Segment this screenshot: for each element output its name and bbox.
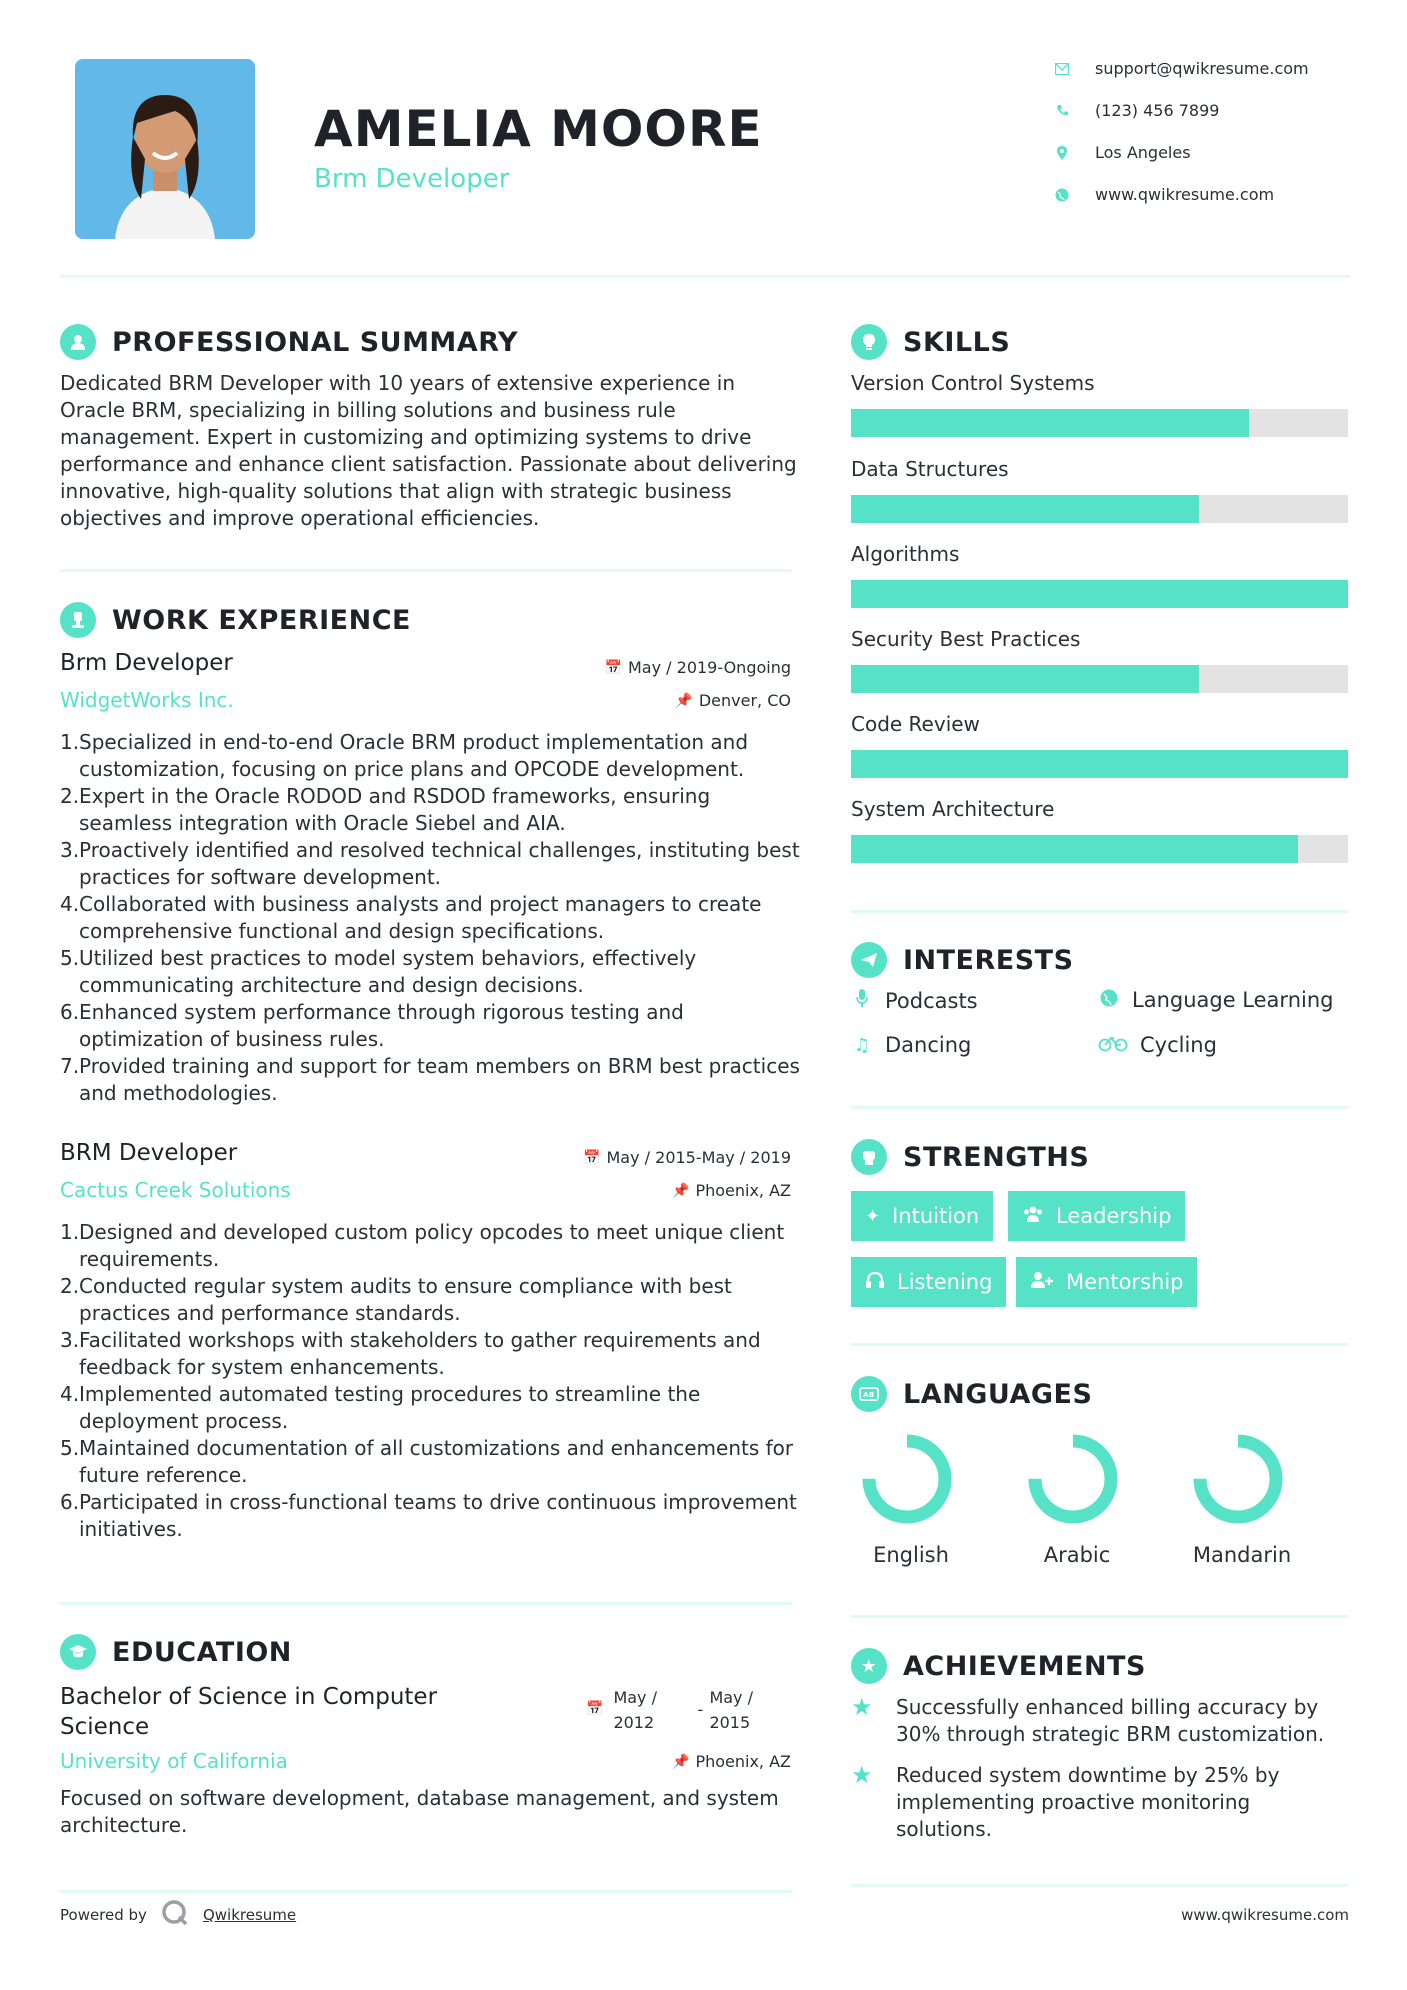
star-icon: ★ [851,1761,873,1789]
job-2-company: Cactus Creek Solutions [60,1178,291,1202]
interest-cycling: Cycling [1098,1033,1217,1057]
list-item: 5. Maintained documentation of all customizations and enhancements for future reference. [60,1436,794,1487]
achievement-2: ★ Reduced system downtime by 25% by implementing proactive monitoring solutions. [851,1761,1280,1841]
language-1-level-arc [869,1441,945,1517]
interest-dancing: ♫ Dancing [851,1033,971,1057]
language-3-ring [1192,1433,1284,1525]
job-2-date [583,1148,791,1167]
pushpin-icon: 📌 [672,1753,690,1770]
education-date-dash: - [697,1700,704,1719]
calendar-icon: 📅 [586,1701,604,1717]
interests-divider [851,1106,1348,1109]
contact-email-text: support@qwikresume.com [1095,59,1309,78]
header-divider [60,275,1350,278]
candidate-name: AMELIA MOORE [314,100,763,158]
achievement-1: ★ Successfully enhanced billing accuracy by 30% through strategic BRM customization. [851,1693,1325,1746]
skill-5-label: Code Review [851,712,980,736]
strength-chip-intuition: ✦ Intuition [851,1191,993,1241]
pushpin-icon: 📌 [672,1182,690,1199]
magic-wand-icon: ✦ [865,1205,881,1227]
language-2-label: Arabic [1043,1543,1111,1567]
strength-chip-mentorship: Mentorship [1016,1257,1197,1307]
education-school: University of California [60,1749,288,1773]
language-1-label: English [873,1543,949,1567]
svg-text:AB: AB [863,1391,875,1399]
skill-3-fill [851,580,1348,608]
languages-heading-text: LANGUAGES [903,1378,1093,1410]
list-item: 6. Enhanced system performance through rigorous testing and optimization of business rules. [60,1000,684,1051]
skill-2-fill [851,495,1199,523]
contact-location-text: Los Angeles [1095,143,1191,162]
contact-location [1055,143,1191,162]
language-card-icon [851,1376,887,1412]
skill-4-fill [851,665,1199,693]
work-heading-text: WORK EXPERIENCE [112,604,411,636]
calendar-icon: 📅 [604,659,622,676]
job-1-date-text: May / 2019-Ongoing [628,658,791,677]
graduation-cap-icon [60,1634,96,1670]
interests-heading [851,942,1074,978]
contact-website-text: www.qwikresume.com [1095,185,1275,204]
job-2-title: BRM Developer [60,1140,238,1166]
skill-6-fill [851,835,1298,863]
language-2-level-arc [1035,1441,1111,1517]
work-divider [60,1602,792,1605]
list-item: 2. Conducted regular system audits to ensure compliance with best practices and performance standards. [60,1274,732,1325]
lightbulb-icon [851,324,887,360]
footer-url[interactable]: www.qwikresume.com [1181,1906,1349,1924]
education-location-text: Phoenix, AZ [695,1752,791,1771]
list-item: 3. Proactively identified and resolved technical challenges, instituting best practices for software development. [60,838,800,889]
skill-3-label: Algorithms [851,542,960,566]
strength-chip-listening: Listening [851,1257,1006,1307]
bicycle-icon [1098,1034,1128,1057]
education-date-start: May / 2012 [613,1688,657,1732]
language-1-ring [861,1433,953,1525]
music-note-icon: ♫ [853,1034,871,1056]
interest-language-learning: Language Learning [1098,988,1333,1012]
qwikresume-logo-icon [161,1899,189,1931]
skill-1-bar [851,409,1348,437]
envelope-icon [1055,62,1069,76]
paper-plane-icon [851,942,887,978]
achievements-heading [851,1648,1146,1684]
calendar-icon: 📅 [583,1149,601,1166]
pushpin-icon: 📌 [675,692,693,709]
list-item: 5. Utilized best practices to model system behaviors, effectively communicating architecture and design decisions. [60,946,697,997]
summary-heading [60,324,518,360]
skill-4-label: Security Best Practices [851,627,1081,651]
skill-4-bar [851,665,1348,693]
skill-6-label: System Architecture [851,797,1055,821]
education-location [672,1752,791,1771]
strengths-divider [851,1343,1348,1346]
job-1-title: Brm Developer [60,650,233,676]
list-item: 4. Implemented automated testing procedures to streamline the deployment process. [60,1382,701,1433]
education-degree-line1: Bachelor of Science in Computer [60,1684,438,1710]
skill-3-bar [851,580,1348,608]
education-degree-line2: Science [60,1714,150,1740]
candidate-role: Brm Developer [314,164,510,194]
globe-icon [1098,989,1120,1012]
user-icon [60,324,96,360]
strengths-heading-text: STRENGTHS [903,1141,1090,1173]
interest-podcasts: Podcasts [851,988,978,1013]
achievements-divider [851,1884,1348,1887]
list-item: 1. Specialized in end-to-end Oracle BRM product implementation and customization, focusing on price plans and OPCODE development. [60,730,749,781]
job-1-location-text: Denver, CO [698,691,791,710]
interests-heading-text: INTERESTS [903,944,1074,976]
skill-2-bar [851,495,1348,523]
contact-website[interactable] [1055,185,1274,204]
globe-icon [1055,188,1069,202]
contact-email[interactable] [1055,59,1309,78]
skill-1-label: Version Control Systems [851,371,1095,395]
skills-heading-text: SKILLS [903,326,1011,358]
language-3-label: Mandarin [1192,1543,1292,1567]
skill-6-bar [851,835,1348,863]
education-description: Focused on software development, database management, and system architecture. [60,1786,779,1837]
work-heading [60,602,411,638]
achievements-heading-text: ACHIEVEMENTS [903,1650,1146,1682]
job-2-bullets [60,1219,800,1543]
language-2-ring [1027,1433,1119,1525]
microphone-icon [851,988,873,1013]
list-item: 3. Facilitated workshops with stakeholders to gather requirements and feedback for system enhancements. [60,1328,761,1379]
contact-phone-text: (123) 456 7899 [1095,101,1220,120]
summary-divider [60,569,792,572]
education-heading-text: EDUCATION [112,1636,292,1668]
education-dates [586,1685,753,1735]
strengths-heading [851,1139,1089,1175]
list-item: 2. Expert in the Oracle RODOD and RSDOD frameworks, ensuring seamless integration with Oracle Siebel and AIA. [60,784,711,835]
job-2-location-text: Phoenix, AZ [695,1181,791,1200]
star-badge-icon: ★ [851,1648,887,1684]
star-icon: ★ [851,1693,873,1721]
list-item: 4. Collaborated with business analysts and project managers to create comprehensive functional and design specifications. [60,892,762,943]
footer-powered-by: Powered by Qwikresume [60,1899,296,1931]
strength-chip-leadership: Leadership [1008,1191,1185,1241]
location-pin-icon [1055,146,1069,160]
list-item: 1. Designed and developed custom policy opcodes to meet unique client requirements. [60,1220,785,1271]
job-2-date-text: May / 2015-May / 2019 [606,1148,791,1167]
profile-photo [75,59,255,239]
skill-1-fill [851,409,1249,437]
skills-heading [851,324,1010,360]
user-plus-icon [1030,1271,1054,1294]
briefcase-icon [60,602,96,638]
summary-text: Dedicated BRM Developer with 10 years of extensive experience in Oracle BRM, specializing in billing solutions and business rule management. Expert in customizing and optimizing systems to drive performance and enhance client satisfaction. Passionate about delivering innovative, high-quality solutions that align with strategic business objectives and improve operational efficiencies. [60,371,797,530]
users-icon [1022,1205,1044,1228]
phone-icon [1055,104,1069,118]
job-1-company: WidgetWorks Inc. [60,688,234,712]
education-divider [60,1890,792,1893]
language-3-level-arc [1200,1441,1276,1517]
list-item: 6. Participated in cross-functional teams to drive continuous improvement initiatives. [60,1490,797,1541]
skill-2-label: Data Structures [851,457,1009,481]
fist-icon [851,1139,887,1175]
contact-phone[interactable] [1055,101,1219,120]
skill-5-bar [851,750,1348,778]
list-item: 7. Provided training and support for team members on BRM best practices and methodologies. [60,1054,800,1105]
skills-divider [851,910,1348,913]
education-heading [60,1634,292,1670]
headphones-icon [865,1271,885,1294]
job-1-bullets [60,729,800,1107]
education-date-end: May / 2015 [709,1688,753,1732]
footer-brand-link[interactable]: Qwikresume [202,1906,297,1924]
summary-heading-text: PROFESSIONAL SUMMARY [112,326,519,358]
job-2-location [672,1181,791,1200]
skill-5-fill [851,750,1348,778]
languages-divider [851,1615,1348,1618]
job-1-date [605,658,791,677]
education-degree [60,1682,437,1742]
languages-heading [851,1376,1092,1412]
job-1-location [675,691,791,710]
